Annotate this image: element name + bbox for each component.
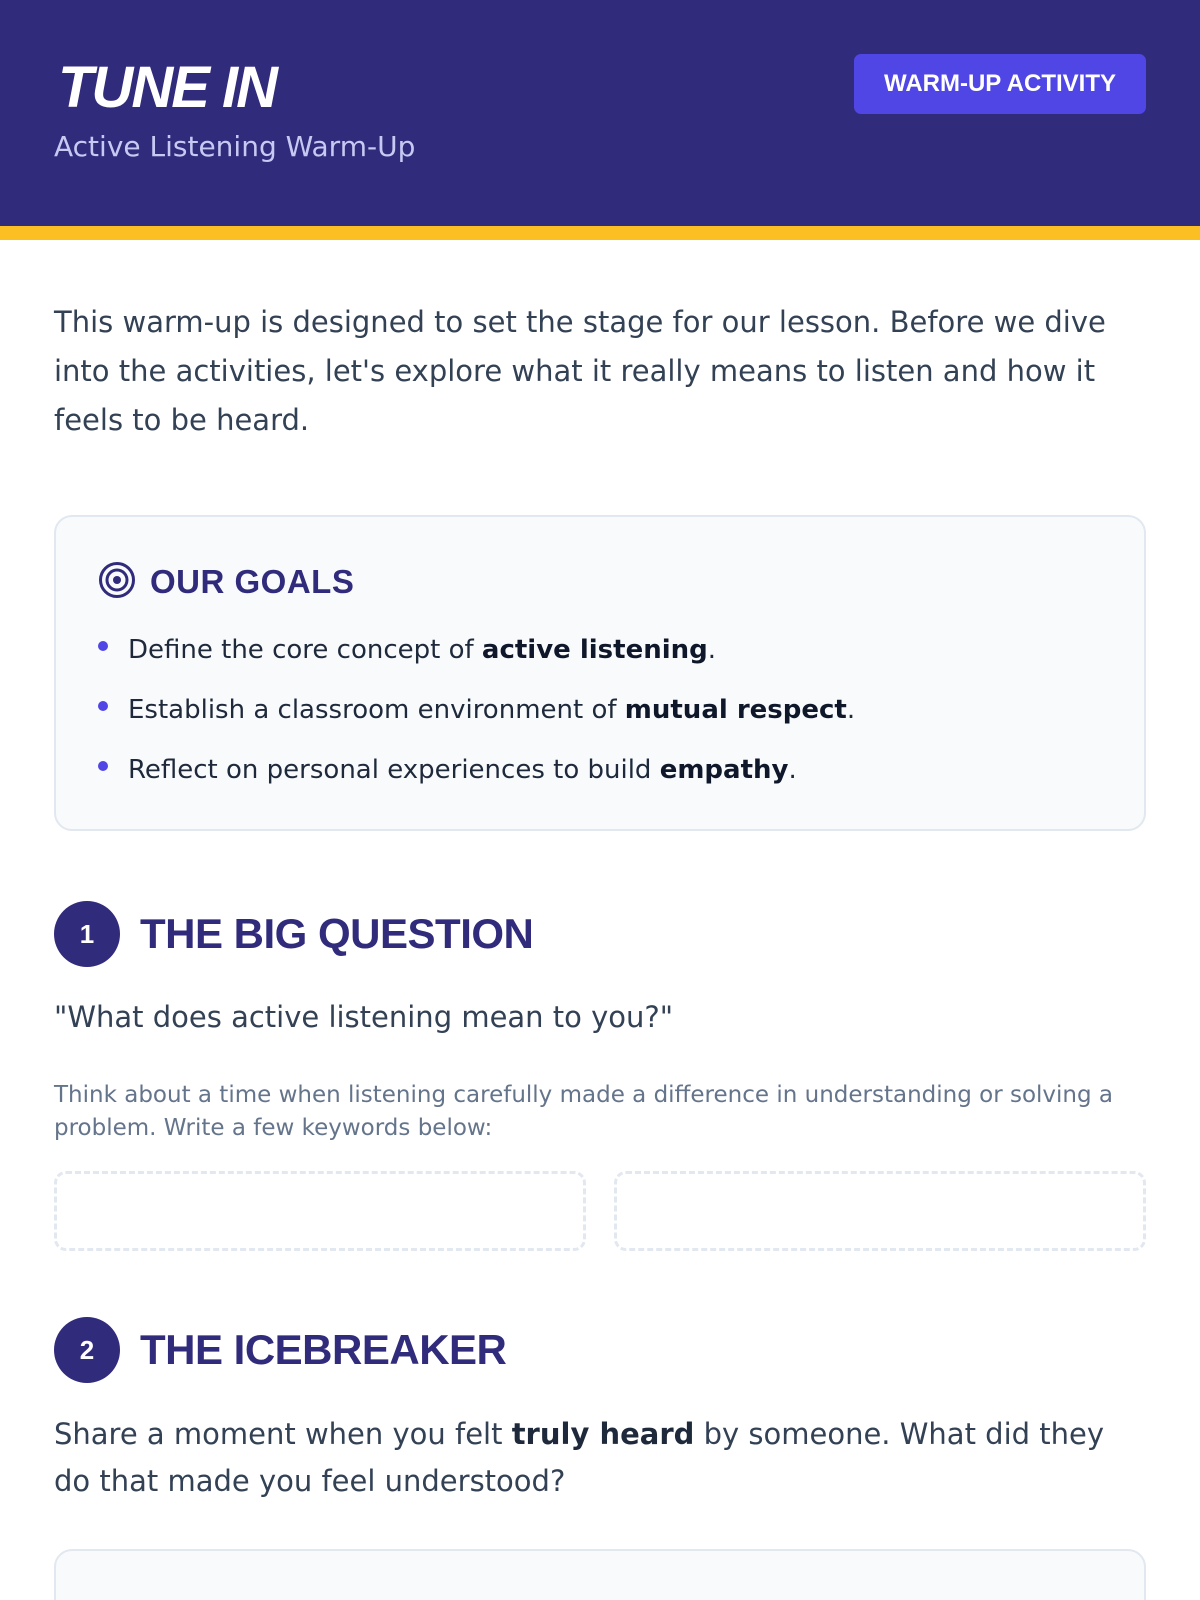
target-icon xyxy=(98,561,136,603)
section-big-question-heading xyxy=(54,901,1146,967)
big-question-text: "What does active listening mean to you?" xyxy=(54,1000,674,1034)
section-icebreaker-heading xyxy=(54,1317,1146,1383)
section-title: THE BIG QUESTION xyxy=(140,910,534,957)
goal-item: Define the core concept of active listening. xyxy=(98,633,1102,693)
icebreaker-answer-box[interactable] xyxy=(54,1549,1146,1600)
keywords-hint: Think about a time when listening carefully made a difference in understanding or solving a problem. Write a few keywords below: xyxy=(54,1082,1113,1141)
main-content xyxy=(0,298,1200,1600)
section-title: THE ICEBREAKER xyxy=(140,1326,507,1373)
page-subtitle: Active Listening Warm-Up xyxy=(54,130,416,163)
keyword-input-2[interactable] xyxy=(614,1171,1146,1251)
keyword-inputs xyxy=(54,1171,1146,1251)
goals-title: OUR GOALS xyxy=(150,563,355,600)
warm-up-activity-button[interactable]: WARM-UP ACTIVITY xyxy=(854,54,1146,114)
page-title: TUNE IN xyxy=(58,55,276,120)
step-number-badge: 1 xyxy=(54,901,120,967)
goals-list xyxy=(98,633,1102,813)
icebreaker-prompt: Share a moment when you felt truly heard by someone. What did they do that made you feel understood? xyxy=(54,1417,1105,1498)
step-number-badge: 2 xyxy=(54,1317,120,1383)
goal-item: Reflect on personal experiences to build empathy. xyxy=(98,753,1102,813)
intro-paragraph: This warm-up is designed to set the stage for our lesson. Before we dive into the activities, let's explore what it really means to listen and how it feels to be heard. xyxy=(54,305,1106,437)
keyword-input-1[interactable] xyxy=(54,1171,586,1251)
goals-card xyxy=(54,515,1146,831)
goal-item: Establish a classroom environment of mutual respect. xyxy=(98,693,1102,753)
page-header xyxy=(0,0,1200,240)
goals-heading xyxy=(98,561,1102,603)
